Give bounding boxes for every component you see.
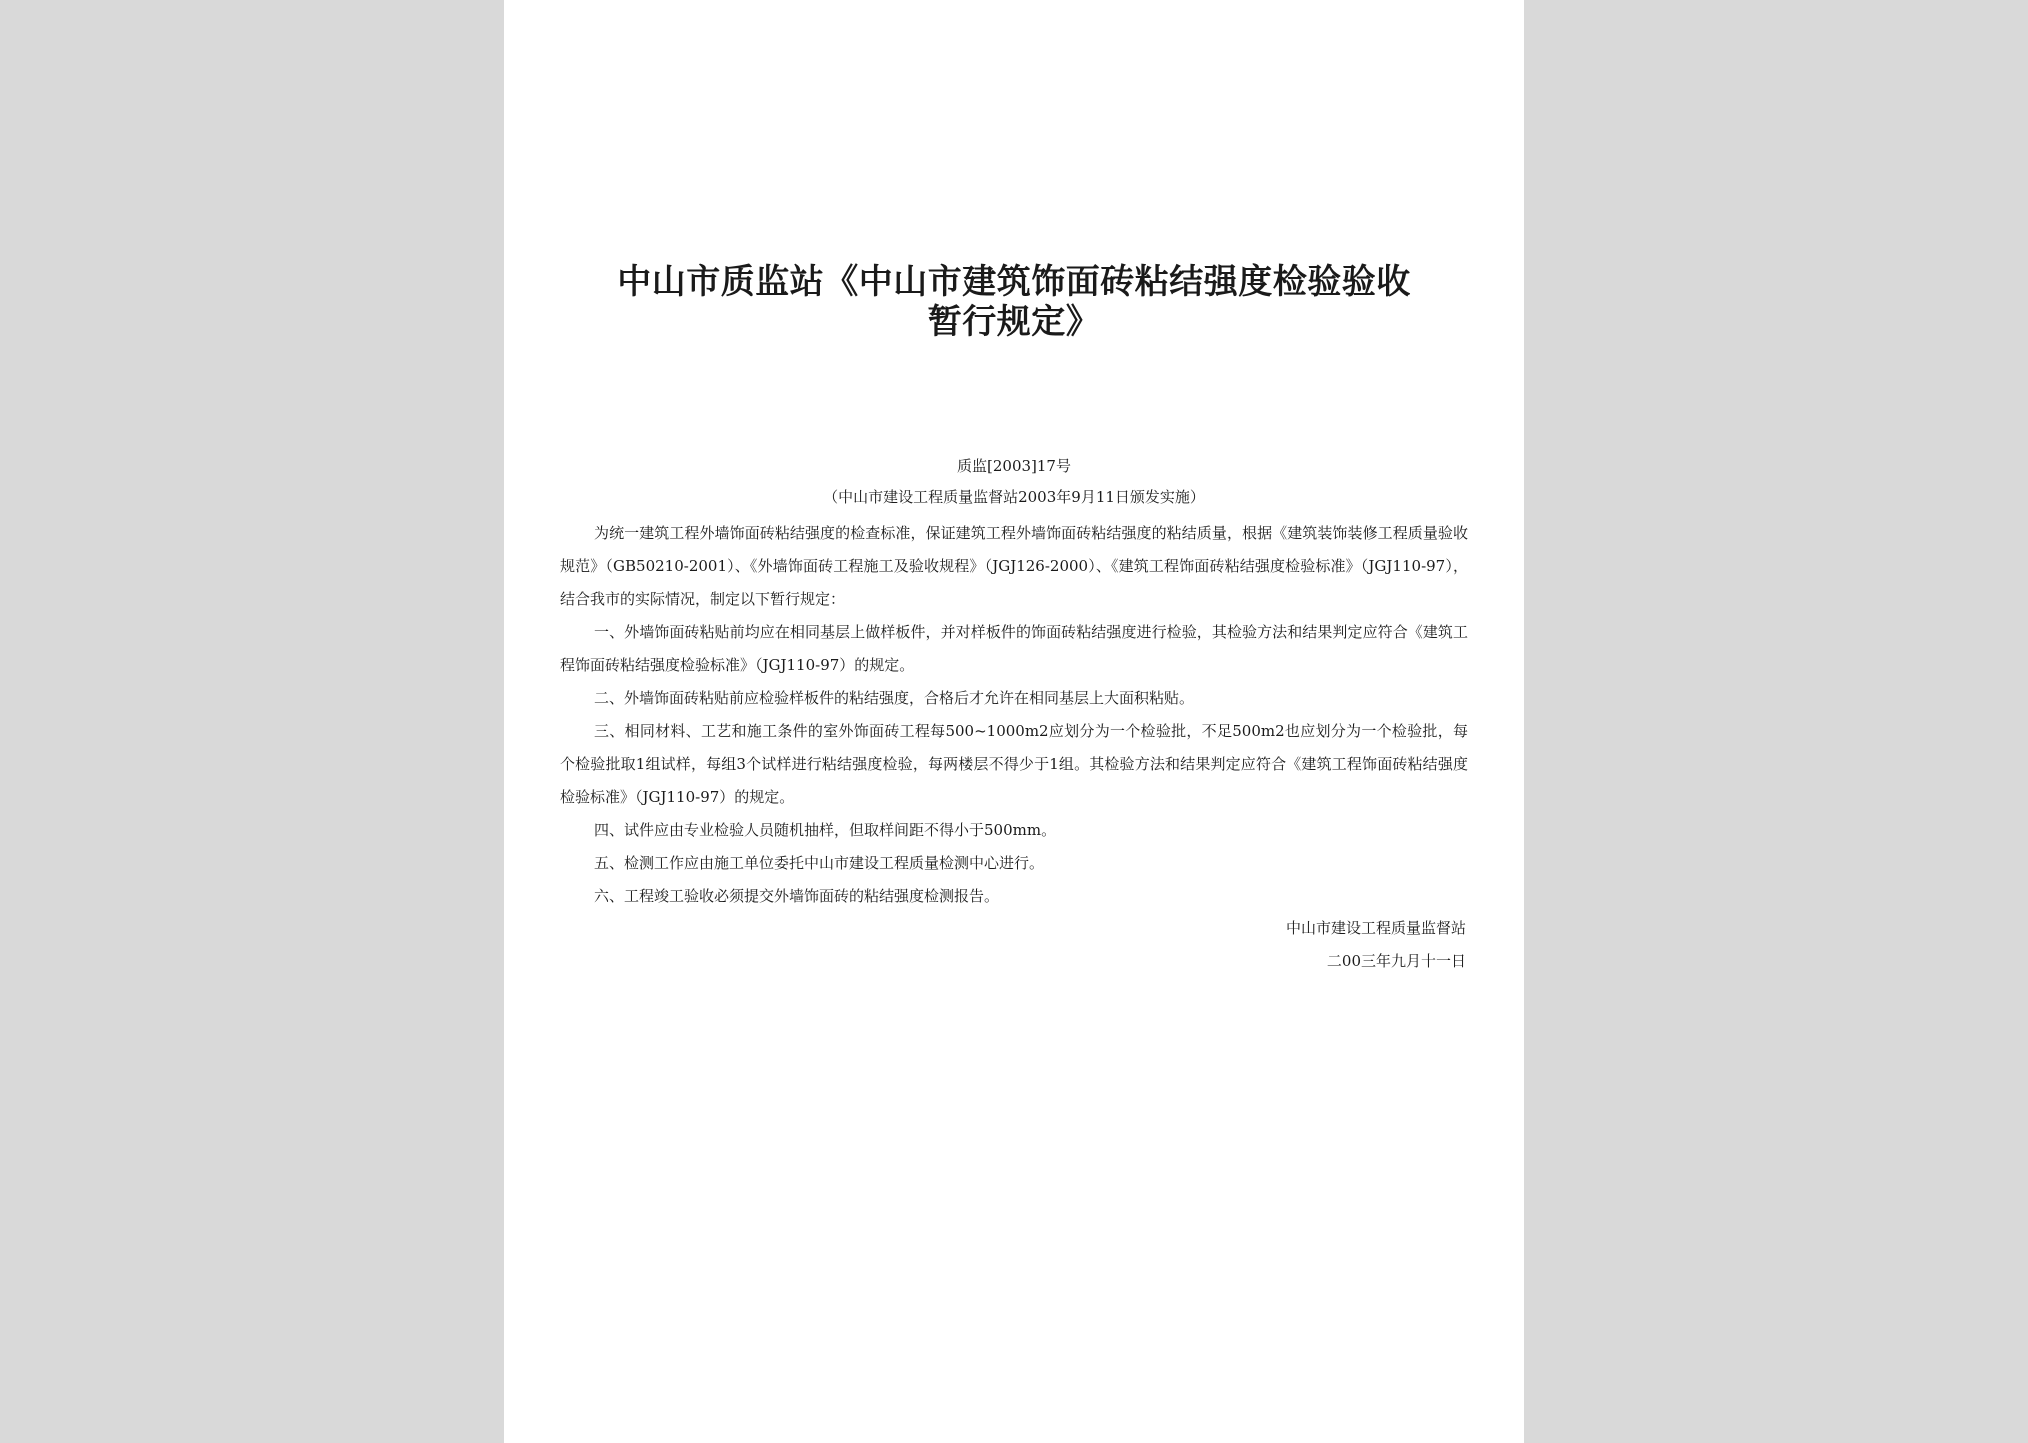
paragraph-intro: 为统一建筑工程外墙饰面砖粘结强度的检查标准，保证建筑工程外墙饰面砖粘结强度的粘结质量，根据《建筑装饰装修工程质量验收规范》（GB50210-2001）、《外墙饰面砖工程施工及验收规程》（JGJ126-2000）、《建筑工程饰面砖粘结强度检验标准》（JGJ110-97），结合我市的实际情况，制定以下暂行规定： bbox=[560, 524, 1468, 608]
paragraph-item-6: 六、工程竣工验收必须提交外墙饰面砖的粘结强度检测报告。 bbox=[594, 887, 1000, 905]
document-page bbox=[504, 0, 1524, 1443]
document-body bbox=[560, 517, 1468, 913]
signature-organization: 中山市建设工程质量监督站 bbox=[1285, 919, 1466, 937]
paragraph-item-1: 一、外墙饰面砖粘贴前均应在相同基层上做样板件，并对样板件的饰面砖粘结强度进行检验，其检验方法和结果判定应符合《建筑工程饰面砖粘结强度检验标准》（JGJ110-97）的规定。 bbox=[560, 623, 1468, 674]
issue-note: （中山市建设工程质量监督站2003年9月11日颁发实施） bbox=[823, 488, 1205, 506]
signature-block bbox=[1286, 912, 1466, 978]
paragraph-item-2: 二、外墙饰面砖粘贴前应检验样板件的粘结强度，合格后才允许在相同基层上大面积粘贴。 bbox=[594, 689, 1195, 707]
document-title bbox=[584, 262, 1444, 342]
paragraph-item-5: 五、检测工作应由施工单位委托中山市建设工程质量检测中心进行。 bbox=[594, 854, 1045, 872]
paragraph-item-4: 四、试件应由专业检验人员随机抽样，但取样间距不得小于500mm。 bbox=[594, 821, 1057, 839]
title-line-2: 暂行规定》 bbox=[927, 302, 1101, 342]
signature-date: 二00三年九月十一日 bbox=[1326, 952, 1466, 970]
title-line-1: 中山市质监站《中山市建筑饰面砖粘结强度检验验收 bbox=[617, 262, 1411, 302]
document-number: 质监[2003]17号 bbox=[957, 457, 1071, 475]
paragraph-item-3: 三、相同材料、工艺和施工条件的室外饰面砖工程每500~1000m2应划分为一个检验批，不足500m2也应划分为一个检验批，每个检验批取1组试样，每组3个试样进行粘结强度检验，每两楼层不得少于1组。其检验方法和结果判定应符合《建筑工程饰面砖粘结强度检验标准》（JGJ110-97）的规定。 bbox=[560, 722, 1468, 806]
